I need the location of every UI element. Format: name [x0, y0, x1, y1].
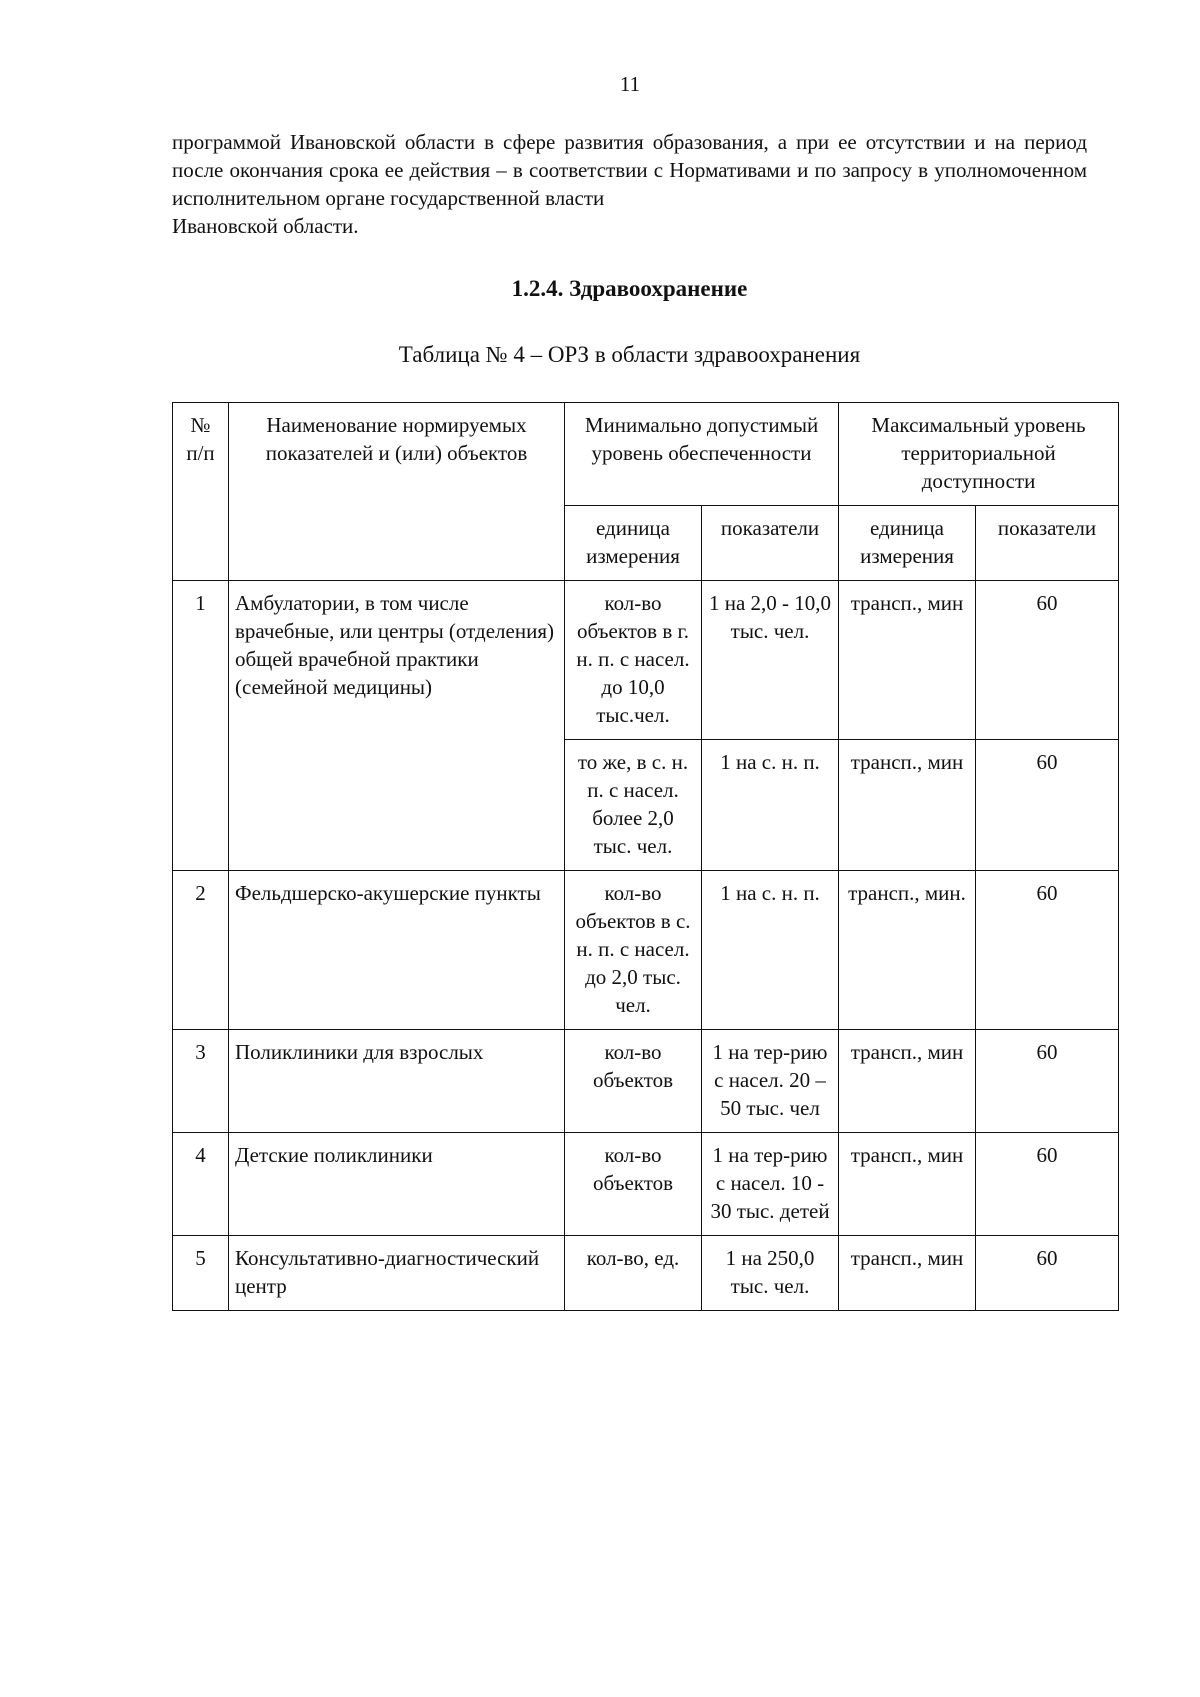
min-value-cell: 1 на 250,0 тыс. чел.	[702, 1236, 839, 1311]
header-max-level: Максимальный уровень территориальной доступности	[839, 403, 1119, 506]
page-number: 11	[619, 72, 641, 96]
min-value-cell: 1 на с. н. п.	[702, 740, 839, 871]
max-value-cell: 60	[976, 740, 1119, 871]
intro-line: Ивановской области.	[172, 214, 359, 238]
min-value-cell: 1 на тер-рию с насел. 10 - 30 тыс. детей	[702, 1133, 839, 1236]
max-value-cell: 60	[976, 1236, 1119, 1311]
row-num: 3	[173, 1030, 229, 1133]
max-value-cell: 60	[976, 871, 1119, 1030]
row-num: 1	[173, 581, 229, 871]
table-row	[173, 581, 1119, 740]
row-num: 5	[173, 1236, 229, 1311]
max-unit-cell: трансп., мин	[839, 1133, 976, 1236]
max-unit-cell: трансп., мин	[839, 1236, 976, 1311]
intro-paragraph	[172, 128, 1087, 240]
table-row	[173, 1133, 1119, 1236]
min-unit-cell: кол-во объектов в г. н. п. с насел. до 10,0 тыс.чел.	[565, 581, 702, 740]
max-unit-cell: трансп., мин	[839, 1030, 976, 1133]
header-max-unit: единица измерения	[839, 506, 976, 581]
orz-table	[172, 402, 1119, 1311]
header-min-value: показатели	[702, 506, 839, 581]
header-min-level: Минимально допустимый уровень обеспеченности	[565, 403, 839, 506]
min-unit-cell: то же, в с. н. п. с насел. более 2,0 тыс. чел.	[565, 740, 702, 871]
max-value-cell: 60	[976, 1133, 1119, 1236]
min-value-cell: 1 на с. н. п.	[702, 871, 839, 1030]
min-unit-cell: кол-во объектов	[565, 1133, 702, 1236]
max-value-cell: 60	[976, 1030, 1119, 1133]
min-unit-cell: кол-во объектов	[565, 1030, 702, 1133]
table-row	[173, 871, 1119, 1030]
table-header-row	[173, 403, 1119, 506]
header-min-unit: единица измерения	[565, 506, 702, 581]
row-num: 2	[173, 871, 229, 1030]
header-name: Наименование нормируемых показателей и (или) объектов	[229, 403, 565, 581]
table-row	[173, 1236, 1119, 1311]
table-caption: Таблица № 4 – ОРЗ в области здравоохранения	[398, 342, 861, 367]
intro-line: на период после окончания срока ее действия – в соответствии с Нормативами и по	[172, 130, 1087, 182]
header-max-value: показатели	[976, 506, 1119, 581]
min-value-cell: 1 на тер-рию с насел. 20 – 50 тыс. чел	[702, 1030, 839, 1133]
section-heading: 1.2.4. Здравоохранение	[511, 276, 748, 301]
row-name: Поликлиники для взрослых	[229, 1030, 565, 1133]
intro-line: запросу в уполномоченном исполнительном органе государственной власти	[172, 158, 1087, 210]
header-num: № п/п	[173, 403, 229, 581]
max-unit-cell: трансп., мин.	[839, 871, 976, 1030]
row-name: Детские поликлиники	[229, 1133, 565, 1236]
table-row	[173, 1030, 1119, 1133]
min-unit-cell: кол-во, ед.	[565, 1236, 702, 1311]
max-unit-cell: трансп., мин	[839, 740, 976, 871]
row-name: Фельдшерско-акушерские пункты	[229, 871, 565, 1030]
intro-line: программой Ивановской области в сфере развития образования, а при ее отсутствии и	[172, 130, 986, 154]
row-name: Консультативно-диагностический центр	[229, 1236, 565, 1311]
max-unit-cell: трансп., мин	[839, 581, 976, 740]
row-name: Амбулатории, в том числе врачебные, или центры (отделения) общей врачебной практики (семейной медицины)	[229, 581, 565, 871]
min-unit-cell: кол-во объектов в с. н. п. с насел. до 2,0 тыс. чел.	[565, 871, 702, 1030]
row-num: 4	[173, 1133, 229, 1236]
max-value-cell: 60	[976, 581, 1119, 740]
min-value-cell: 1 на 2,0 - 10,0 тыс. чел.	[702, 581, 839, 740]
